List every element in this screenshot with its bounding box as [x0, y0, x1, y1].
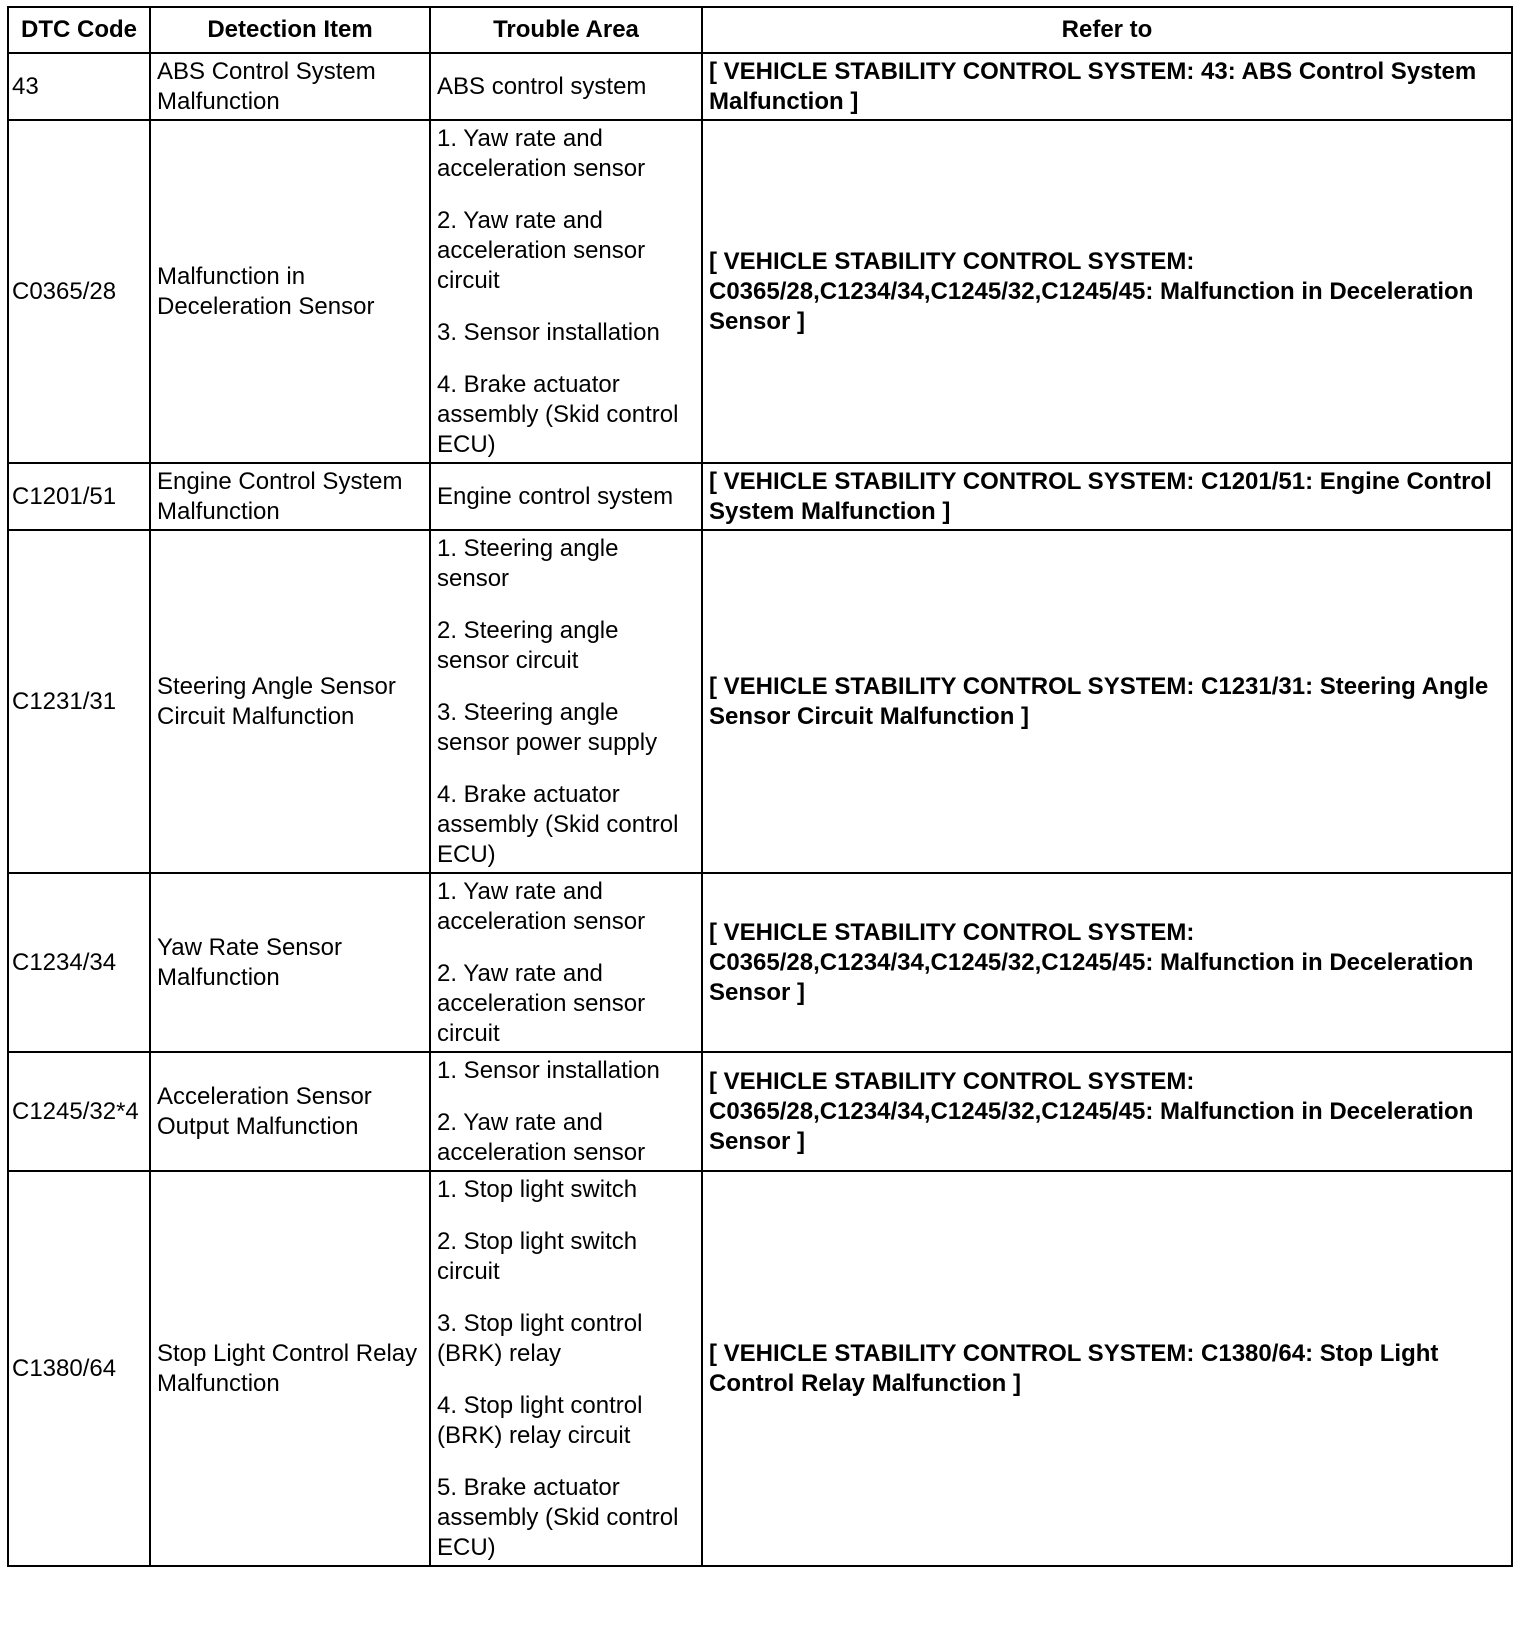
trouble-area-item: 2. Yaw rate and acceleration sensor circuit — [437, 960, 646, 1047]
trouble-area-item: 3. Sensor installation — [437, 319, 660, 346]
table-row — [8, 530, 1512, 873]
trouble-area-item: 4. Stop light control (BRK) relay circuit — [437, 1392, 643, 1449]
trouble-area-item: 5. Brake actuator assembly (Skid control ECU) — [437, 1474, 679, 1561]
dtc-code-cell: C1231/31 — [8, 530, 150, 873]
trouble-area-cell — [430, 53, 702, 120]
header-dtc-code: DTC Code — [8, 7, 150, 53]
table-row — [8, 53, 1512, 120]
trouble-area-item: 4. Brake actuator assembly (Skid control ECU) — [437, 371, 679, 458]
trouble-area-item: 2. Stop light switch circuit — [437, 1228, 638, 1285]
trouble-area-cell — [430, 873, 702, 1052]
trouble-area-item: 4. Brake actuator assembly (Skid control ECU) — [437, 781, 679, 868]
detection-item-cell: ABS Control System Malfunction — [150, 53, 430, 120]
refer-to-link[interactable]: [ VEHICLE STABILITY CONTROL SYSTEM: C0365/28,C1234/34,C1245/32,C1245/45: Malfunction in Deceleration Sensor ] — [702, 120, 1512, 463]
table-row — [8, 873, 1512, 1052]
table-header — [8, 7, 1512, 53]
refer-to-link[interactable]: [ VEHICLE STABILITY CONTROL SYSTEM: C1380/64: Stop Light Control Relay Malfunction ] — [702, 1171, 1512, 1566]
table-row — [8, 120, 1512, 463]
table-row — [8, 1052, 1512, 1171]
header-detection-item: Detection Item — [150, 7, 430, 53]
trouble-area-item: 1. Sensor installation — [437, 1057, 660, 1084]
detection-item-cell: Acceleration Sensor Output Malfunction — [150, 1052, 430, 1171]
header-trouble-area: Trouble Area — [430, 7, 702, 53]
trouble-area-cell — [430, 530, 702, 873]
refer-to-link[interactable]: [ VEHICLE STABILITY CONTROL SYSTEM: C1201/51: Engine Control System Malfunction ] — [702, 463, 1512, 530]
detection-item-cell: Engine Control System Malfunction — [150, 463, 430, 530]
detection-item-cell: Stop Light Control Relay Malfunction — [150, 1171, 430, 1566]
refer-to-link[interactable]: [ VEHICLE STABILITY CONTROL SYSTEM: C1231/31: Steering Angle Sensor Circuit Malfunction ] — [702, 530, 1512, 873]
trouble-area-item: 2. Steering angle sensor circuit — [437, 617, 619, 674]
dtc-code-cell: C1234/34 — [8, 873, 150, 1052]
trouble-area-item: 3. Stop light control (BRK) relay — [437, 1310, 643, 1367]
trouble-area-cell — [430, 463, 702, 530]
dtc-code-cell: 43 — [8, 53, 150, 120]
trouble-area-item: 1. Yaw rate and acceleration sensor — [437, 878, 646, 935]
trouble-area-item: 2. Yaw rate and acceleration sensor — [437, 1109, 646, 1166]
table-body — [8, 53, 1512, 1566]
refer-to-link[interactable]: [ VEHICLE STABILITY CONTROL SYSTEM: C0365/28,C1234/34,C1245/32,C1245/45: Malfunction in Deceleration Sensor ] — [702, 1052, 1512, 1171]
header-refer-to: Refer to — [702, 7, 1512, 53]
trouble-area-item: 2. Yaw rate and acceleration sensor circuit — [437, 207, 646, 294]
dtc-code-cell: C1380/64 — [8, 1171, 150, 1566]
dtc-code-cell: C0365/28 — [8, 120, 150, 463]
trouble-area-item: 1. Steering angle sensor — [437, 535, 619, 592]
trouble-area-cell — [430, 1171, 702, 1566]
trouble-area-item: ABS control system — [437, 73, 647, 100]
refer-to-link[interactable]: [ VEHICLE STABILITY CONTROL SYSTEM: C0365/28,C1234/34,C1245/32,C1245/45: Malfunction in Deceleration Sensor ] — [702, 873, 1512, 1052]
trouble-area-item: Engine control system — [437, 483, 674, 510]
header-row — [8, 7, 1512, 53]
detection-item-cell: Yaw Rate Sensor Malfunction — [150, 873, 430, 1052]
detection-item-cell: Steering Angle Sensor Circuit Malfunction — [150, 530, 430, 873]
trouble-area-item: 1. Stop light switch — [437, 1176, 638, 1203]
table-row — [8, 1171, 1512, 1566]
trouble-area-item: 1. Yaw rate and acceleration sensor — [437, 125, 646, 182]
trouble-area-cell — [430, 1052, 702, 1171]
detection-item-cell: Malfunction in Deceleration Sensor — [150, 120, 430, 463]
table-row — [8, 463, 1512, 530]
refer-to-link[interactable]: [ VEHICLE STABILITY CONTROL SYSTEM: 43: ABS Control System Malfunction ] — [702, 53, 1512, 120]
dtc-code-cell: C1201/51 — [8, 463, 150, 530]
trouble-area-cell — [430, 120, 702, 463]
dtc-table — [7, 6, 1513, 1567]
trouble-area-item: 3. Steering angle sensor power supply — [437, 699, 658, 756]
dtc-code-cell: C1245/32*4 — [8, 1052, 150, 1171]
